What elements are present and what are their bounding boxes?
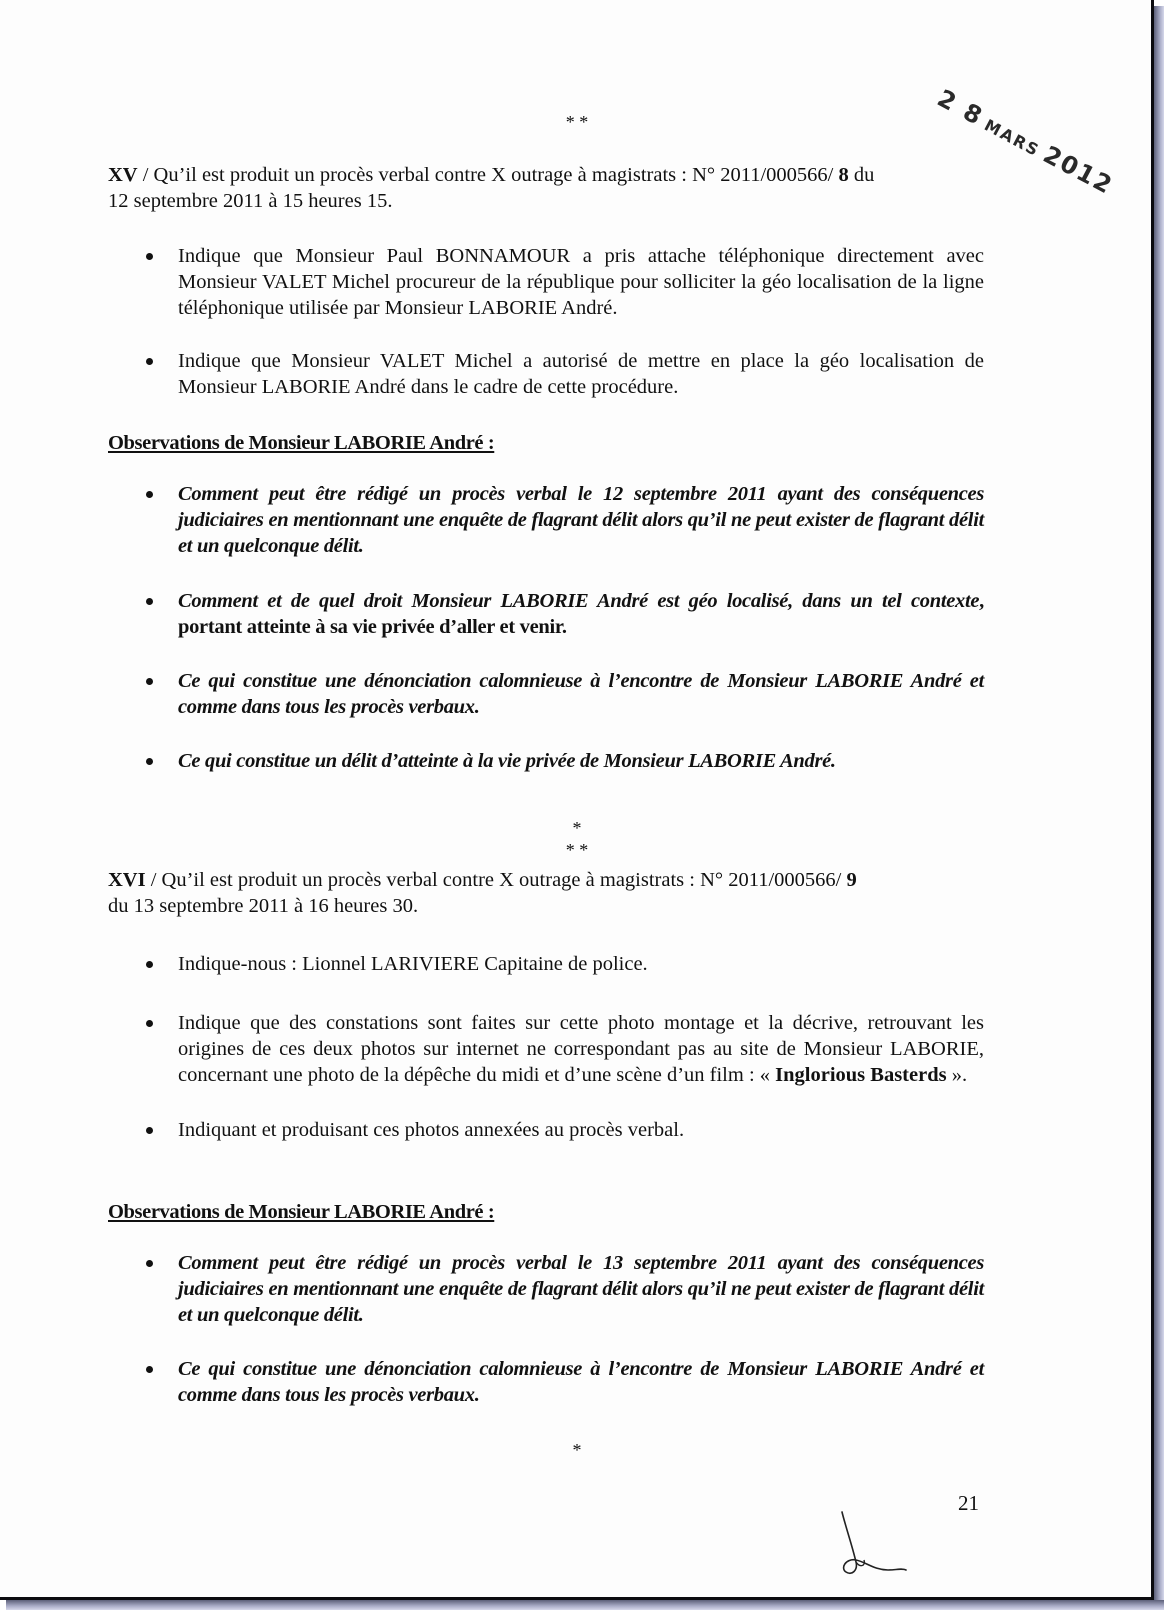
list-item-text-start: Indique que des constations sont faites sur cette photo montage et la décrive, retrouvant les origines de ces deux photos sur internet ne correspondant pas au site de Monsieur LABORIE, concernant une photo de la dépêche du midi et d’une scène d’un film : « bbox=[178, 1012, 984, 1086]
observations-heading: Observations de Monsieur LABORIE André : bbox=[108, 1201, 495, 1223]
section-numeral: XVI bbox=[108, 869, 146, 891]
bullet-icon bbox=[146, 1260, 153, 1267]
stamp-year: 2012 bbox=[1038, 140, 1118, 201]
section-xvi-intro bbox=[108, 867, 984, 919]
section-numeral: XV bbox=[108, 164, 138, 186]
bullet-icon bbox=[146, 1127, 153, 1134]
stamp-month: MARS bbox=[981, 115, 1044, 161]
page-shadow-bottom bbox=[6, 1600, 1164, 1610]
list-item-text-end: ». bbox=[946, 1064, 968, 1086]
bullet-icon bbox=[146, 1366, 153, 1373]
list-item-text: Indique que Monsieur Paul BONNAMOUR a pris attache téléphonique directement avec Monsieur VALET Michel procureur de la république pour solliciter la géo localisation de la ligne téléphonique utilisée par Monsieur LABORIE André. bbox=[178, 245, 984, 319]
bullet-icon bbox=[146, 961, 153, 968]
list-item-text: Indique-nous : Lionnel LARIVIERE Capitaine de police. bbox=[178, 953, 648, 975]
page-shadow-right bbox=[1154, 6, 1164, 1610]
observations-heading: Observations de Monsieur LABORIE André : bbox=[108, 432, 495, 454]
bullet-icon bbox=[146, 678, 153, 685]
observation-text: Ce qui constitue une dénonciation calomnieuse à l’encontre de Monsieur LABORIE André et comme dans tous les procès verbaux. bbox=[178, 670, 984, 718]
section-xvi-line2: du 13 septembre 2011 à 16 heures 30. bbox=[108, 895, 419, 917]
list-item bbox=[140, 243, 984, 321]
observation-item bbox=[140, 588, 984, 640]
separator-stars: * * bbox=[565, 112, 589, 132]
film-title: Inglorious Basterds bbox=[775, 1064, 947, 1086]
bullet-icon bbox=[146, 758, 153, 765]
pv-number: 8 bbox=[838, 164, 849, 186]
list-item-text: Indiquant et produisant ces photos annexées au procès verbal. bbox=[178, 1119, 685, 1141]
page-number: 21 bbox=[958, 1491, 979, 1515]
observation-text: Ce qui constitue une dénonciation calomnieuse à l’encontre de Monsieur LABORIE André et comme dans tous les procès verbaux. bbox=[178, 1358, 984, 1406]
observation-item bbox=[140, 668, 984, 720]
section-xvi-line1 bbox=[108, 867, 984, 893]
intro-text-end: du bbox=[848, 164, 875, 186]
observation-text: Ce qui constitue un délit d’atteinte à la vie privée de Monsieur LABORIE André. bbox=[178, 750, 836, 772]
bullet-icon bbox=[146, 598, 153, 605]
observation-text bbox=[178, 588, 984, 640]
stamp-day: 2 8 bbox=[932, 84, 989, 132]
observation-text: Comment peut être rédigé un procès verbal le 13 septembre 2011 ayant des conséquences judiciaires en mentionnant une enquête de flagrant délit alors qu’il ne peut exister de flagrant délit et un quelconque délit. bbox=[178, 1252, 984, 1326]
bullet-icon bbox=[146, 1020, 153, 1027]
list-item bbox=[140, 348, 984, 400]
observation-italic: Comment et de quel droit Monsieur LABORIE André est géo localisé, dans un tel contexte bbox=[178, 590, 980, 612]
section-xv-line2: 12 septembre 2011 à 15 heures 15. bbox=[108, 190, 393, 212]
section-xv-line1 bbox=[108, 162, 984, 188]
observation-item bbox=[140, 1356, 984, 1408]
intro-text: / Qu’il est produit un procès verbal contre X outrage à magistrats : N° 2011/000566/ bbox=[145, 869, 847, 891]
list-item-text: Indique que Monsieur VALET Michel a autorisé de mettre en place la géo localisation de Monsieur LABORIE André dans le cadre de cette procédure. bbox=[178, 350, 984, 398]
intro-text: / Qu’il est produit un procès verbal contre X outrage à magistrats : N° 2011/000566/ bbox=[137, 164, 839, 186]
bullet-icon bbox=[146, 358, 153, 365]
bullet-icon bbox=[146, 253, 153, 260]
pv-number: 9 bbox=[846, 869, 857, 891]
observation-item bbox=[140, 748, 984, 774]
list-item bbox=[140, 1010, 984, 1088]
observation-text: Comment peut être rédigé un procès verbal le 12 septembre 2011 ayant des conséquences judiciaires en mentionnant une enquête de flagrant délit alors qu’il ne peut exister de flagrant délit et un quelconque délit. bbox=[178, 483, 984, 557]
observation-upright: , portant atteinte à sa vie privée d’aller et venir. bbox=[178, 590, 984, 638]
separator-stars: * * bbox=[565, 840, 589, 860]
list-item-text bbox=[178, 1010, 984, 1088]
list-item bbox=[140, 951, 984, 977]
list-item bbox=[140, 1117, 984, 1143]
bullet-icon bbox=[146, 491, 153, 498]
section-xv-intro bbox=[108, 162, 984, 214]
separator-star: * bbox=[572, 1440, 582, 1460]
signature-icon bbox=[832, 1510, 912, 1590]
observation-item bbox=[140, 481, 984, 559]
separator-star: * bbox=[572, 818, 582, 838]
observation-item bbox=[140, 1250, 984, 1328]
